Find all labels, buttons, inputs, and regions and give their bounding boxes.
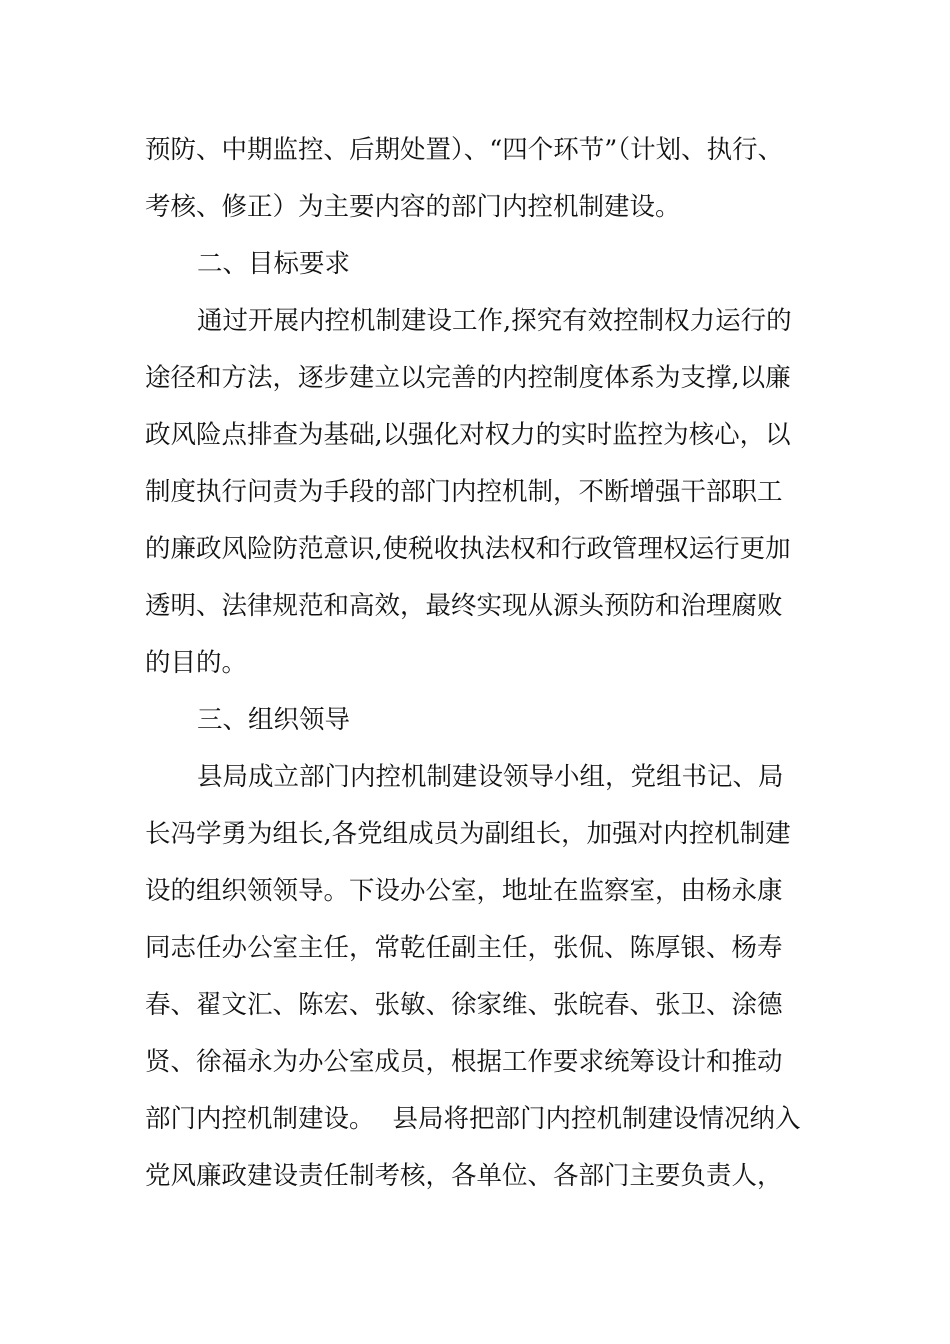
line-text: 春、翟文汇、陈宏、张敏、徐家维、张皖春、张卫、涂德 bbox=[145, 990, 783, 1020]
text-line bbox=[145, 863, 815, 920]
line-text: 途径和方法，逐步建立以完善的内控制度体系为支撑,以廉 bbox=[145, 363, 791, 393]
line-text: 透明、法律规范和高效，最终实现从源头预防和治理腐败 bbox=[145, 591, 783, 621]
text-line bbox=[145, 122, 815, 179]
line-text: 贤、徐福永为办公室成员，根据工作要求统筹设计和推动 bbox=[145, 1047, 783, 1077]
text-line bbox=[145, 179, 815, 236]
section-heading-goals bbox=[145, 236, 815, 293]
text-line bbox=[145, 350, 815, 407]
text-line bbox=[145, 1034, 815, 1091]
line-text: 三、组织领导 bbox=[197, 705, 351, 735]
line-text: 的廉政风险防范意识,使税收执法权和行政管理权运行更加 bbox=[145, 534, 791, 564]
line-text-tail: 县局将把部门内控机制建设情况纳入 bbox=[392, 1104, 801, 1134]
document-page bbox=[145, 122, 815, 1205]
text-line bbox=[145, 521, 815, 578]
text-line bbox=[145, 635, 815, 692]
text-line bbox=[145, 578, 815, 635]
line-text: 考核、修正）为主要内容的部门内控机制建设。 bbox=[145, 192, 681, 222]
line-text: 政风险点排查为基础,以强化对权力的实时监控为核心，以 bbox=[145, 420, 791, 450]
text-line bbox=[145, 806, 815, 863]
section-heading-organization bbox=[145, 692, 815, 749]
text-line bbox=[145, 1148, 815, 1205]
line-text: 设的组织领领导。下设办公室，地址在监察室，由杨永康 bbox=[145, 876, 783, 906]
line-text: 党风廉政建设责任制考核，各单位、各部门主要负责人， bbox=[145, 1161, 783, 1191]
line-text: 部门内控机制建设。 bbox=[145, 1104, 375, 1134]
text-line bbox=[145, 464, 815, 521]
line-text: 通过开展内控机制建设工作,探究有效控制权力运行的 bbox=[197, 306, 792, 336]
line-text: 二、目标要求 bbox=[197, 249, 351, 279]
line-text: 预防、中期监控、后期处置）、“四个环节”（计划、执行、 bbox=[145, 135, 784, 165]
text-line bbox=[145, 1091, 815, 1148]
line-text: 的目的。 bbox=[145, 648, 248, 678]
line-text: 制度执行问责为手段的部门内控机制，不断增强干部职工 bbox=[145, 477, 783, 507]
line-text: 同志任办公室主任，常乾任副主任，张侃、陈厚银、杨寿 bbox=[145, 933, 783, 963]
text-line bbox=[145, 749, 815, 806]
text-line bbox=[145, 977, 815, 1034]
line-text: 县局成立部门内控机制建设领导小组，党组书记、局 bbox=[197, 762, 784, 792]
text-line bbox=[145, 293, 815, 350]
line-text: 长冯学勇为组长,各党组成员为副组长，加强对内控机制建 bbox=[145, 819, 791, 849]
text-line bbox=[145, 407, 815, 464]
text-line bbox=[145, 920, 815, 977]
